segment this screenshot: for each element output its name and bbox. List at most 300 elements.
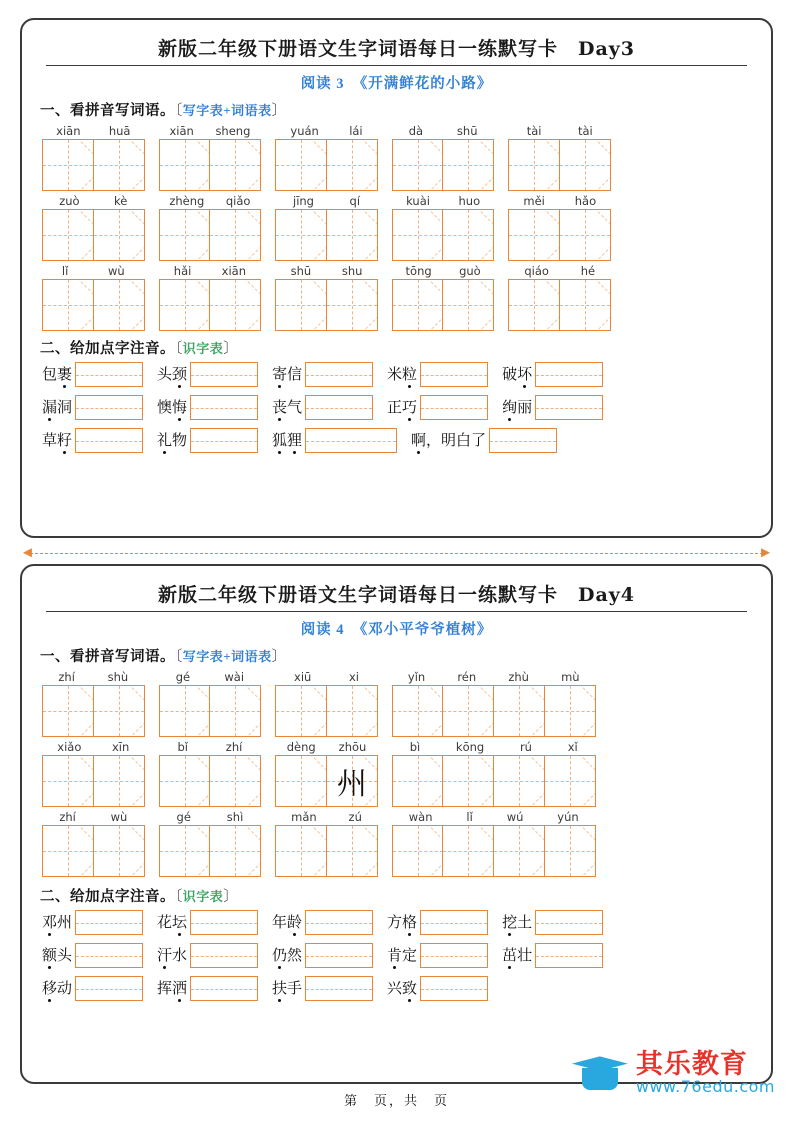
annotate-word: 包裹 (42, 363, 72, 387)
pinyin-label-row (392, 264, 495, 278)
pinyin-label-row (42, 670, 145, 684)
bracket-open-3: 〔 (175, 649, 183, 665)
pinyin-label: tài (526, 124, 542, 138)
annotate-word: 草籽 (42, 429, 72, 453)
card-subtitle: 阅读 3 《开满鲜花的小路》 (300, 76, 493, 92)
tianzige-boxes (42, 279, 145, 331)
tianzige-boxes (392, 209, 495, 261)
emphasis-dot-icon (63, 385, 66, 388)
pinyin-label: wú (506, 810, 524, 824)
tianzige-cell[interactable] (159, 755, 211, 807)
cell-character (210, 756, 260, 806)
pinyin-label: yún (557, 810, 579, 824)
pinyin-label-row (159, 670, 262, 684)
word-group (508, 264, 611, 331)
tianzige-cell[interactable] (159, 279, 211, 331)
tianzige-cell[interactable] (42, 209, 94, 261)
pinyin-label-row (275, 740, 378, 754)
annotate-row (36, 395, 757, 420)
card-title: 新版二年级下册语文生字词语每日一练默写卡 Day3 (157, 38, 636, 60)
annotate-area-day3 (36, 362, 757, 453)
tianzige-boxes (392, 685, 596, 737)
pinyin-label: shū (456, 124, 478, 138)
emphasis-dot-icon (508, 966, 511, 969)
word-group (275, 670, 378, 737)
pinyin-label: měi (523, 194, 545, 208)
annotate-word: 寄信 (272, 363, 302, 387)
pinyin-label: lǐ (61, 264, 69, 278)
word-group (392, 194, 495, 261)
tianzige-cell[interactable] (209, 139, 261, 191)
cell-character (276, 210, 326, 260)
word-group (159, 264, 262, 331)
annotate-item (157, 395, 258, 420)
annotate-word: 挥洒 (157, 977, 187, 1001)
pinyin-label: yǐn (407, 670, 426, 684)
emphasis-dot-icon (178, 418, 181, 421)
cell-character (560, 280, 610, 330)
tianzige-cell[interactable] (326, 279, 378, 331)
tianzige-cell[interactable] (392, 685, 444, 737)
tianzige-cell[interactable] (544, 755, 596, 807)
section-1-heading-2 (40, 645, 757, 666)
bracket-close-2: 〕 (223, 341, 239, 357)
tianzige-boxes (275, 755, 378, 807)
pinyin-label: zhèng (169, 194, 205, 208)
cell-character (43, 210, 93, 260)
pinyin-label: shù (107, 670, 129, 684)
tianzige-cell[interactable] (326, 139, 378, 191)
tianzige-cell[interactable] (209, 755, 261, 807)
section-1-label-2: 一、看拼音写词语。 (40, 649, 175, 665)
cell-character (443, 140, 493, 190)
tianzige-cell[interactable] (392, 279, 444, 331)
emphasis-dot-icon (48, 418, 51, 421)
pinyin-label-row (392, 810, 596, 824)
annotate-word: 肯定 (387, 944, 417, 968)
pinyin-label-row (508, 264, 611, 278)
annotate-word: 移动 (42, 977, 72, 1001)
tianzige-boxes (275, 209, 378, 261)
tianzige-boxes (508, 139, 611, 191)
word-group (275, 264, 378, 331)
annotate-word: 正巧 (387, 396, 417, 420)
pinyin-answer-blank[interactable] (305, 395, 373, 420)
emphasis-dot-icon (278, 966, 281, 969)
annotate-item (387, 362, 488, 387)
pinyin-label: bǐ (177, 740, 188, 754)
pinyin-label: lǐ (466, 810, 473, 824)
tianzige-boxes (42, 825, 145, 877)
pinyin-label: wài (224, 670, 245, 684)
tianzige-cell[interactable] (544, 685, 596, 737)
watermark-url: www.76edu.com (635, 1077, 775, 1097)
pinyin-label: dà (408, 124, 424, 138)
cell-character (43, 826, 93, 876)
emphasis-dot-icon (293, 933, 296, 936)
pinyin-label-row (159, 264, 262, 278)
tianzige-boxes (42, 685, 145, 737)
bracket-open-2: 〔 (175, 341, 183, 357)
pinyin-answer-blank[interactable] (75, 395, 143, 420)
annotate-item (387, 976, 488, 1001)
tianzige-cell[interactable] (508, 209, 560, 261)
annotate-word: 仍然 (272, 944, 302, 968)
section-2-tag-2: 识字表 (182, 889, 224, 904)
pinyin-answer-blank[interactable] (535, 943, 603, 968)
annotate-word: 头颈 (157, 363, 187, 387)
annotate-item (42, 910, 143, 935)
tianzige-cell[interactable] (559, 139, 611, 191)
annotate-word: 邓州 (42, 911, 72, 935)
cell-character (545, 826, 595, 876)
pinyin-label: xiān (221, 264, 247, 278)
annotate-word: 汗水 (157, 944, 187, 968)
cell-character (545, 686, 595, 736)
cell-character (160, 210, 210, 260)
cell-character (160, 686, 210, 736)
pinyin-label-row (275, 670, 378, 684)
pinyin-answer-blank[interactable] (420, 943, 488, 968)
tianzige-cell[interactable] (93, 825, 145, 877)
pinyin-label: huā (108, 124, 131, 138)
pinyin-label: jīng (293, 194, 314, 208)
tianzige-cell[interactable] (392, 755, 444, 807)
emphasis-dot-icon (408, 999, 411, 1002)
pinyin-label: zú (348, 810, 362, 824)
tianzige-cell[interactable] (559, 279, 611, 331)
annotate-word: 绚丽 (502, 396, 532, 420)
pinyin-answer-blank[interactable] (420, 910, 488, 935)
pinyin-answer-blank[interactable] (190, 976, 258, 1001)
tianzige-cell[interactable] (159, 139, 211, 191)
pinyin-answer-blank[interactable] (75, 910, 143, 935)
cell-character (393, 210, 443, 260)
pinyin-answer-blank[interactable] (305, 362, 373, 387)
pinyin-answer-blank[interactable] (75, 976, 143, 1001)
tianzige-cell[interactable] (93, 139, 145, 191)
cell-character (210, 210, 260, 260)
bracket-open-4: 〔 (175, 889, 183, 905)
annotate-item (272, 395, 373, 420)
tianzige-cell[interactable] (159, 685, 211, 737)
pinyin-row (36, 740, 757, 807)
cut-separator (20, 542, 773, 564)
annotate-item (42, 362, 143, 387)
pinyin-label-row (159, 194, 262, 208)
tianzige-cell[interactable] (93, 685, 145, 737)
tianzige-boxes (508, 209, 611, 261)
card-subtitle-2: 阅读 4 《邓小平爷爷植树》 (300, 622, 493, 638)
emphasis-dot-icon (393, 966, 396, 969)
annotate-word: 方格 (387, 911, 417, 935)
pinyin-label-row (508, 194, 611, 208)
pinyin-answer-blank[interactable] (420, 395, 488, 420)
tianzige-cell[interactable] (544, 825, 596, 877)
pinyin-answer-blank[interactable] (190, 362, 258, 387)
annotate-word: 年龄 (272, 911, 302, 935)
cell-character (560, 210, 610, 260)
tianzige-cell[interactable] (275, 825, 327, 877)
word-group (508, 194, 611, 261)
tianzige-cell[interactable] (209, 279, 261, 331)
emphasis-dot-icon (48, 966, 51, 969)
pinyin-label: xi (348, 670, 359, 684)
pinyin-label: hǎo (574, 194, 597, 208)
pinyin-label: huo (458, 194, 481, 208)
watermark-brand: 其乐教育 (635, 1048, 748, 1080)
pinyin-answer-blank[interactable] (489, 428, 557, 453)
pinyin-label: guò (459, 264, 481, 278)
cell-character (327, 686, 377, 736)
cell-character (210, 140, 260, 190)
emphasis-dot-icon (523, 385, 526, 388)
word-group (275, 124, 378, 191)
tianzige-cell[interactable] (508, 279, 560, 331)
pinyin-row (36, 264, 757, 331)
tianzige-boxes (392, 279, 495, 331)
annotate-word: 懊悔 (157, 396, 187, 420)
tianzige-cell[interactable] (442, 279, 494, 331)
pinyin-row (36, 810, 757, 877)
section-1-tag: 写字表+词语表 (182, 103, 272, 118)
pinyin-label: tài (578, 124, 593, 138)
pinyin-answer-blank[interactable] (535, 362, 603, 387)
tianzige-boxes (159, 755, 262, 807)
annotate-item (272, 976, 373, 1001)
cell-character (509, 280, 559, 330)
cell-character (494, 686, 544, 736)
tianzige-boxes (275, 825, 378, 877)
tianzige-cell[interactable] (326, 685, 378, 737)
bracket-close: 〕 (271, 103, 287, 119)
annotate-word: 扶手 (272, 977, 302, 1001)
pinyin-label-row (42, 264, 145, 278)
annotate-item (387, 395, 488, 420)
tianzige-cell[interactable] (93, 279, 145, 331)
pinyin-label: shū (290, 264, 312, 278)
tianzige-cell[interactable] (392, 825, 444, 877)
pinyin-label-row (392, 670, 596, 684)
tianzige-cell[interactable] (442, 685, 494, 737)
tianzige-boxes (392, 755, 596, 807)
pinyin-label-row (42, 124, 145, 138)
pinyin-label: wù (108, 264, 125, 278)
pinyin-label-row (42, 194, 145, 208)
pinyin-label: lái (349, 124, 363, 138)
tianzige-cell[interactable] (275, 755, 327, 807)
pinyin-answer-blank[interactable] (305, 976, 373, 1001)
tianzige-cell[interactable] (42, 279, 94, 331)
emphasis-dot-icon (163, 451, 166, 454)
watermark (572, 1048, 775, 1097)
pinyin-label-row (275, 124, 378, 138)
tianzige-cell[interactable] (209, 825, 261, 877)
pinyin-row (36, 124, 757, 191)
tianzige-cell[interactable] (275, 279, 327, 331)
word-group (392, 810, 596, 877)
tianzige-cell[interactable] (209, 209, 261, 261)
annotate-row (36, 976, 757, 1001)
pinyin-row (36, 670, 757, 737)
annotate-item (502, 395, 603, 420)
pinyin-answer-blank[interactable] (75, 943, 143, 968)
card-title-2: 新版二年级下册语文生字词语每日一练默写卡 Day4 (157, 584, 636, 606)
emphasis-dot-icon (178, 999, 181, 1002)
tianzige-cell[interactable] (508, 139, 560, 191)
annotate-item (42, 395, 143, 420)
cell-character (545, 756, 595, 806)
cell-character (443, 210, 493, 260)
annotate-item (502, 910, 603, 935)
word-group (275, 194, 378, 261)
cell-character (393, 686, 443, 736)
title-divider (46, 65, 747, 66)
annotate-item (42, 943, 143, 968)
tianzige-cell[interactable] (442, 825, 494, 877)
tianzige-boxes (275, 279, 378, 331)
watermark-text (635, 1048, 775, 1097)
pinyin-label-row (508, 124, 611, 138)
annotate-row (36, 943, 757, 968)
cell-character (43, 756, 93, 806)
tianzige-cell[interactable] (442, 755, 494, 807)
cell-character (276, 280, 326, 330)
emphasis-dot-icon (163, 966, 166, 969)
emphasis-dot-icon (278, 385, 281, 388)
page-footer: 第 页，共 页 (343, 1094, 449, 1109)
cell-character (210, 826, 260, 876)
title-divider-2 (46, 611, 747, 612)
tianzige-cell[interactable] (326, 209, 378, 261)
cell-character (43, 686, 93, 736)
annotate-area-day4 (36, 910, 757, 1001)
section-2-tag: 识字表 (182, 341, 224, 356)
pinyin-answer-blank[interactable] (305, 910, 373, 935)
pinyin-label-row (159, 810, 262, 824)
cell-character (494, 756, 544, 806)
annotate-item (272, 910, 373, 935)
cell-character: 州 (336, 767, 367, 802)
cell-character (94, 210, 144, 260)
tianzige-cell[interactable] (442, 209, 494, 261)
word-group (159, 124, 262, 191)
word-group (392, 740, 596, 807)
tianzige-cell[interactable] (326, 825, 378, 877)
pinyin-label: dèng (286, 740, 316, 754)
cell-character (393, 826, 443, 876)
pinyin-label-row (392, 740, 596, 754)
tianzige-boxes (159, 279, 262, 331)
tianzige-cell[interactable] (42, 825, 94, 877)
tianzige-cell[interactable] (326, 755, 378, 807)
cell-character (443, 686, 493, 736)
tianzige-cell[interactable] (493, 825, 545, 877)
pinyin-label: hé (580, 264, 596, 278)
tianzige-cell[interactable] (392, 139, 444, 191)
annotate-item (411, 428, 557, 453)
pinyin-answer-blank[interactable] (190, 910, 258, 935)
emphasis-dot-icon (48, 999, 51, 1002)
tianzige-cell[interactable] (493, 755, 545, 807)
pinyin-answer-blank[interactable] (75, 428, 143, 453)
pinyin-answer-blank[interactable] (420, 976, 488, 1001)
pinyin-label: gé (176, 810, 191, 824)
pinyin-answer-blank[interactable] (535, 395, 603, 420)
pinyin-answer-blank[interactable] (75, 362, 143, 387)
annotate-row (36, 362, 757, 387)
section-1-tag-2: 写字表+词语表 (182, 649, 272, 664)
cell-character (160, 756, 210, 806)
section-2-heading-2 (40, 885, 757, 906)
pinyin-answer-blank[interactable] (190, 943, 258, 968)
tianzige-cell[interactable] (159, 825, 211, 877)
pinyin-answer-blank[interactable] (190, 428, 258, 453)
word-group (275, 740, 378, 807)
bracket-open: 〔 (175, 103, 183, 119)
annotate-item (387, 910, 488, 935)
pinyin-label-row (275, 810, 378, 824)
word-group (275, 810, 378, 877)
pinyin-label: zhù (508, 670, 529, 684)
tianzige-cell[interactable] (42, 685, 94, 737)
section-1-heading (40, 99, 757, 120)
cell-character (494, 826, 544, 876)
tianzige-cell[interactable] (442, 139, 494, 191)
tianzige-cell[interactable] (275, 139, 327, 191)
tianzige-cell[interactable] (493, 685, 545, 737)
tianzige-cell[interactable] (42, 755, 94, 807)
pinyin-label: gé (175, 670, 191, 684)
tianzige-cell[interactable] (93, 755, 145, 807)
pinyin-answer-blank[interactable] (305, 943, 373, 968)
pinyin-answer-blank[interactable] (190, 395, 258, 420)
tianzige-cell[interactable] (559, 209, 611, 261)
pinyin-label: hǎi (173, 264, 192, 278)
tianzige-cell[interactable] (42, 139, 94, 191)
emphasis-dot-icon (508, 933, 511, 936)
tianzige-cell[interactable] (159, 209, 211, 261)
word-group (392, 670, 596, 737)
pinyin-label: rú (519, 740, 532, 754)
pinyin-label: shu (341, 264, 363, 278)
annotate-word: 礼物 (157, 429, 187, 453)
tianzige-boxes (159, 209, 262, 261)
pinyin-answer-blank[interactable] (305, 428, 397, 453)
worksheet-card-day4 (20, 564, 773, 1084)
pinyin-label: kuài (406, 194, 430, 208)
word-group (159, 810, 262, 877)
tianzige-cell[interactable] (209, 685, 261, 737)
tianzige-boxes (508, 279, 611, 331)
tianzige-boxes (42, 139, 145, 191)
pinyin-answer-blank[interactable] (420, 362, 488, 387)
annotate-word: 丧气 (272, 396, 302, 420)
tianzige-cell[interactable] (392, 209, 444, 261)
annotate-item (157, 428, 258, 453)
tianzige-cell[interactable] (275, 685, 327, 737)
cell-character (94, 756, 144, 806)
tianzige-cell[interactable] (275, 209, 327, 261)
annotate-word: 米粒 (387, 363, 417, 387)
cell-character (443, 280, 493, 330)
pinyin-label: kè (114, 194, 128, 208)
section-2-heading (40, 337, 757, 358)
tianzige-cell[interactable] (93, 209, 145, 261)
pinyin-answer-blank[interactable] (535, 910, 603, 935)
cell-character (327, 140, 377, 190)
cell-character (94, 686, 144, 736)
